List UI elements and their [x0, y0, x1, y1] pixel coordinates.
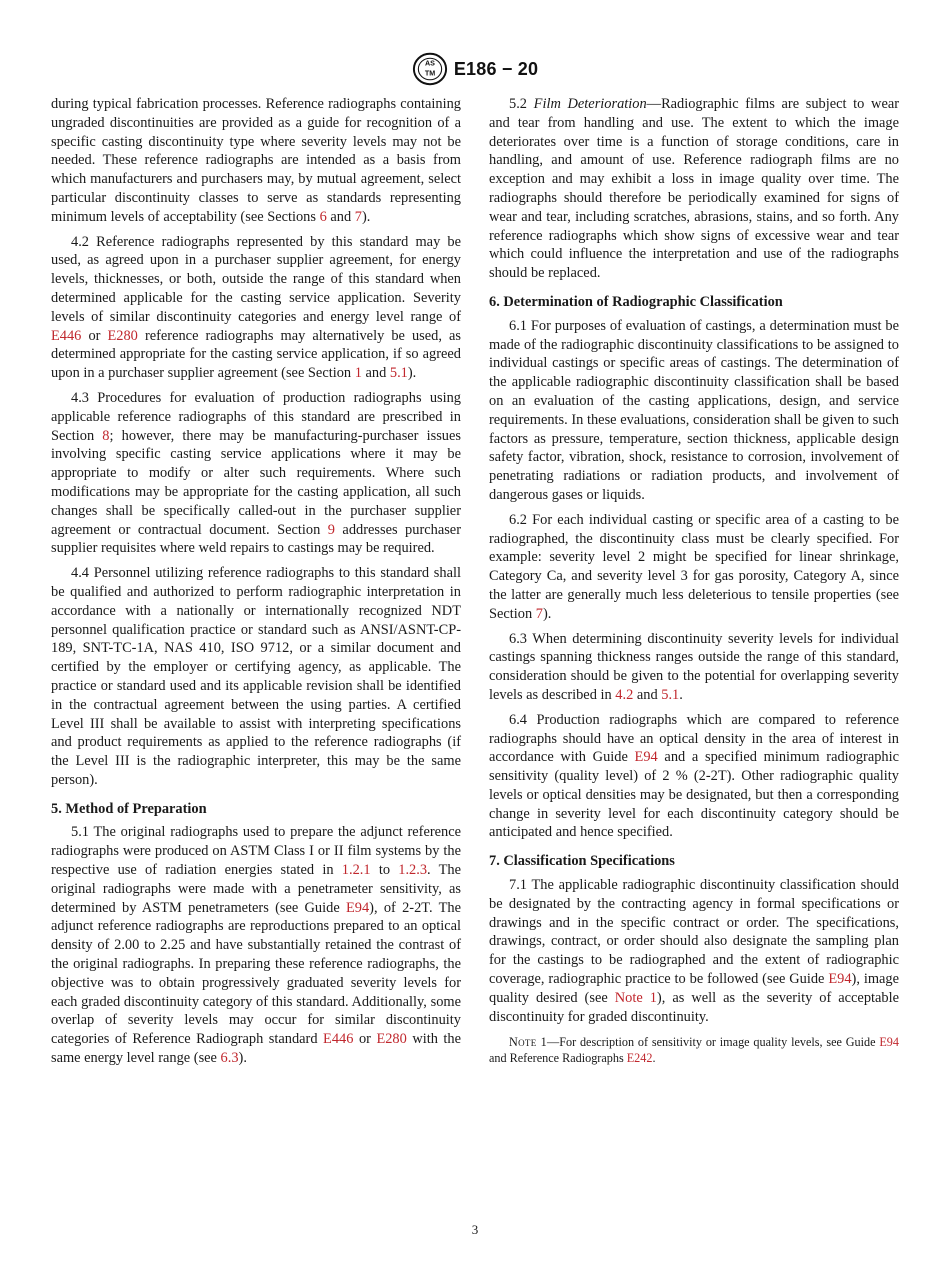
paragraph-5-1: 5.1 The original radiographs used to prepare the adjunct reference radiographs were produced on ASTM Class I or II film systems by the respective use of radiation energies stated in 1.2.1 to 1.2.3. The original radiographs were made with a penetrameter sensitivity, as determined by ASTM penetrameters (see Guide E94), of 2-2T. The adjunct reference radiographs are reproductions prepared to an optical density of 2.00 to 2.25 and have substantially retained the contrast of the original radiographs. In preparing these reference radiographs, the objective was to obtain progressively graduated severity levels for each graded discontinuity category of this standard. Additionally, some overlap of severity levels may occur for similar discontinuity categories of Reference Radiograph standard E446 or E280 with the same energy level range (see 6.3).: [51, 824, 462, 1067]
document-designation: E186 − 20: [453, 58, 539, 79]
ref-section-7[interactable]: 7: [354, 208, 362, 225]
paragraph-7-1: 7.1 The applicable radiographic discontinuity classification should be designated by the contracting agency in formal specifications or drawings and in the specific contract or order. The specifications, drawings, contract, or order should also designate the sampling plan for the castings to be radiographed and the extent of radiographic coverage, radiographic practice to be followed (see Guide E94), image quality desired (see Note 1), as well as the severity of acceptable discontinuity for graded discontinuity.: [489, 877, 899, 1025]
paragraph-6-3: 6.3 When determining discontinuity severity levels for individual castings spanning thickness ranges outside the range of this standard, consideration should be given to the potential for overlapping severity levels as described in 4.2 and 5.1.: [489, 630, 899, 703]
right-column: [489, 95, 899, 1072]
paragraph-4-4: 4.4 Personnel utilizing reference radiographs to this standard shall be qualified and authorized to perform radiographic interpretation in accordance with a nationally or internationally recognized NDT personnel qualification practice or standard such as ANSI/ASNT-CP-189, SNT-TC-1A, NAS 410, ISO 9712, or a similar document and certified by the employer or certifying agency, as applicable. The practice or standard used and its applicable revision shall be identified in the contractual agreement between the using parties. A certified Level III shall be available to assist with interpreting specifications and product requirements as applied to the reference radiographs (if the Level III is the radiographic interpreter, this may be the same person).: [51, 565, 461, 788]
ref-section-7[interactable]: 7: [535, 605, 543, 622]
note-1-label: Note 1: [509, 1035, 548, 1050]
ref-e242[interactable]: E242: [626, 1051, 653, 1066]
ref-section-6[interactable]: 6: [319, 208, 327, 225]
section-7-heading: 7. Classification Specifications: [489, 853, 675, 870]
paragraph-5-2-title: Film Deterioration: [533, 96, 647, 112]
ref-section-8[interactable]: 8: [102, 427, 110, 444]
ref-5-1[interactable]: 5.1: [661, 686, 680, 703]
ref-4-2[interactable]: 4.2: [615, 686, 634, 703]
left-column: [51, 95, 461, 1074]
ref-e280[interactable]: E280: [107, 327, 138, 344]
page-number: 3: [471, 1222, 479, 1237]
svg-text:AS: AS: [424, 59, 435, 68]
paragraph-4-3: 4.3 Procedures for evaluation of production radiographs using applicable reference radiographs of this standard are prescribed in Section 8; however, there may be manufacturing-purchaser issues involving specific casting service applications where it may be appropriate to modify or alter such requirements. Where such modifications may be appropriate for the casting application, all such changes shall be specifically called-out in the purchaser supplier agreement or contractual document. Section 9 addresses purchaser supplier requisites where weld repairs to castings may be required.: [51, 389, 461, 557]
ref-5-1[interactable]: 5.1: [389, 365, 408, 382]
ref-6-3[interactable]: 6.3: [220, 1050, 239, 1067]
ref-section-1[interactable]: 1: [354, 365, 362, 382]
paragraph-6-4: 6.4 Production radiographs which are compared to reference radiographs should have an optical density in the area of interest in accordance with Guide E94 and a specified minimum radiographic sensitivity (quality level) of 2 % (2-2T). Other radiographic quality levels or optical densities may be designated, but then a corresponding change in severity level for each discontinuity category should be anticipated and hence specified.: [489, 711, 900, 841]
astm-logo-icon: [412, 52, 448, 86]
ref-e280[interactable]: E280: [376, 1031, 407, 1048]
ref-1-2-3[interactable]: 1.2.3: [398, 862, 428, 879]
ref-e446[interactable]: E446: [323, 1031, 354, 1048]
section-5-heading: 5. Method of Preparation: [51, 800, 207, 817]
page-header: [0, 52, 950, 86]
note-1: Note 1—For description of sensitivity or image quality levels, see Guide E94 and Reference Radiographs E242.: [489, 1035, 899, 1066]
paragraph-4-1-continued: during typical fabrication processes. Reference radiographs containing ungraded discontinuities are provided as a guide for recognition of a specific casting discontinuity type where severity levels may not be needed. These reference radiographs are intended as a basis from which manufacturers and purchasers may, by mutual agreement, select particular discontinuity classes to serve as standards representing minimum levels of acceptability (see Sections 6 and 7).: [51, 96, 461, 225]
ref-e94[interactable]: E94: [828, 971, 852, 988]
paragraph-6-1: 6.1 For purposes of evaluation of castings, a determination must be made of the radiographic discontinuity classifications to be assigned to individual castings or specific areas of castings. The determination of the applicable radiographic discontinuity classification shall be based on an evaluation of the casting applications, design, and service requirements. In these evaluations, consideration shall be given to such factors as pressure, temperature, section thickness, applicable design safety factor, vibration, shock, resistance to corrosion, involvement of penetrating radiations or radiation products, and involvement of dangerous gases or liquids.: [489, 317, 899, 503]
paragraph-6-2: 6.2 For each individual casting or specific area of a casting to be radiographed, the discontinuity class must be clearly specified. For example: severity level 2 might be specified for linear shrinkage, Category Ca, and severity level 3 for gas porosity, Category A, since the latter are generally much less deleterious to tensile properties (see Section 7).: [489, 511, 899, 622]
ref-e94[interactable]: E94: [634, 749, 658, 766]
ref-e94[interactable]: E94: [879, 1035, 899, 1050]
ref-section-9[interactable]: 9: [327, 521, 335, 538]
paragraph-4-2: 4.2 Reference radiographs represented by this standard may be used, as agreed upon in a purchaser supplier agreement, for energy levels, thicknesses, or both, outside the range of this standard when determined applicable for the casting service application. Severity levels of similar discontinuity categories and energy level range of E446 or E280 reference radiographs may alternatively be used, as determined appropriate for the casting service application, if so agreed upon in a purchaser supplier agreement (see Section 1 and 5.1).: [51, 233, 461, 382]
ref-e446[interactable]: E446: [51, 327, 82, 344]
ref-note-1[interactable]: Note 1: [614, 989, 657, 1006]
ref-1-2-1[interactable]: 1.2.1: [341, 862, 371, 879]
section-6-heading: 6. Determination of Radiographic Classification: [489, 293, 783, 310]
ref-e94[interactable]: E94: [345, 899, 370, 916]
paragraph-5-2: 5.2 Film Deterioration—Radiographic films are subject to wear and tear from handling and use. The extent to which the image deteriorates over time is a function of storage conditions, care in handling, and amount of use. Reference radiograph films are no exception and may exhibit a loss in image quality over time. The radiographs should therefore be periodically examined for signs of wear and tear, including scratches, abrasions, stains, and so forth. Any reference radiographs which show signs of excessive wear and tear which could influence the interpretation and use of the radiographs should be replaced.: [489, 96, 900, 282]
svg-text:TM: TM: [424, 69, 435, 78]
